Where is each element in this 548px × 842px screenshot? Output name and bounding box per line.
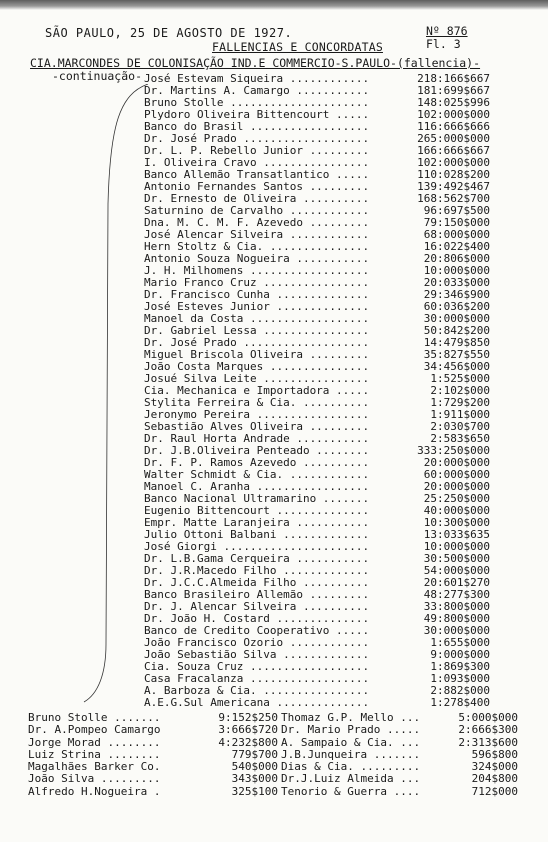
- creditor-amount: 2:102$000: [430, 384, 490, 397]
- creditor-entry: [0, 108, 548, 120]
- creditor-entry: [0, 300, 548, 312]
- bottom-row: [0, 772, 548, 784]
- creditor-entry: [0, 180, 548, 192]
- creditor-amount: 20:601$270: [423, 576, 490, 589]
- left-creditor-name: João Silva .........: [28, 772, 161, 786]
- creditor-entry: [0, 648, 548, 660]
- left-creditor-name: Luiz Strina ........: [28, 747, 161, 761]
- creditor-entry: [0, 516, 548, 528]
- left-creditor-name: Jorge Morad ........: [28, 735, 161, 749]
- creditor-amount: 333:250$000: [417, 444, 490, 457]
- creditor-amount: 1:525$000: [430, 372, 490, 385]
- creditor-name: Antonio Souza Nogueira ...........: [144, 252, 370, 265]
- creditor-amount: 1:655$000: [430, 636, 490, 649]
- right-creditor-name: Dr. Mario Prado .....: [281, 723, 421, 737]
- right-creditor-name: Dr.J.Luiz Almeida ...: [281, 772, 421, 786]
- creditor-entry: [0, 72, 548, 84]
- creditor-amount: 14:479$850: [423, 336, 490, 349]
- creditor-name: José Estevam Siqueira ............: [144, 72, 370, 85]
- right-creditor-amount: 2:666$300: [458, 723, 518, 737]
- creditor-entry: [0, 420, 548, 432]
- bottom-row: [0, 736, 548, 748]
- bottom-row: [0, 785, 548, 797]
- creditor-name: Cia. Mechanica e Importadora .....: [144, 384, 370, 397]
- creditor-amount: 54:000$000: [423, 564, 490, 577]
- creditor-name: Empr. Matte Laranjeira ...........: [144, 516, 370, 529]
- creditor-amount: 2:583$650: [430, 432, 490, 445]
- creditor-name: Banco de Credito Cooperativo .....: [144, 624, 370, 637]
- creditor-name: Manoel C. Aranha .................: [144, 480, 370, 493]
- right-creditor-amount: 204$800: [471, 772, 518, 786]
- creditor-amount: 35:827$550: [423, 348, 490, 361]
- creditor-amount: 1:911$000: [430, 408, 490, 421]
- creditor-amount: 1:278$400: [430, 696, 490, 709]
- creditor-name: Plydoro Oliveira Bittencourt .....: [144, 108, 370, 121]
- left-creditor-name: Magalhães Barker Co.: [28, 760, 161, 774]
- creditor-entry: [0, 360, 548, 372]
- creditor-name: A.E.G.Sul Americana ..............: [144, 696, 370, 709]
- creditor-name: Dr. Martins A. Camargo ...........: [144, 84, 370, 97]
- section-title: FALLENCIAS E CONCORDATAS: [212, 40, 383, 54]
- left-creditor-name: Alfredo H.Nogueira .: [28, 784, 161, 798]
- creditor-amount: 2:030$700: [430, 420, 490, 433]
- creditor-name: Jeronymo Pereira .................: [144, 408, 370, 421]
- left-creditor-amount: 343$000: [231, 772, 278, 786]
- right-creditor-amount: 5:000$000: [458, 711, 518, 724]
- creditor-entry: [0, 600, 548, 612]
- publication-date: SÃO PAULO, 25 DE AGOSTO DE 1927.: [45, 26, 293, 40]
- creditor-name: Eugenio Bittencourt ..............: [144, 504, 370, 517]
- creditor-amount: 10:000$000: [423, 540, 490, 553]
- bottom-row: [0, 723, 548, 735]
- creditor-name: Banco do Brasil ..................: [144, 120, 370, 133]
- right-creditor-name: Thomaz G.P. Mello ...: [281, 711, 421, 724]
- creditor-name: Dr. J.C.C.Almeida Filho ..........: [144, 576, 370, 589]
- creditor-entry: [0, 84, 548, 96]
- bottom-creditor-table: [0, 711, 548, 797]
- creditor-name: Banco Allemão Transatlantico .....: [144, 168, 370, 181]
- creditor-entry: [0, 540, 548, 552]
- creditor-entry: [0, 372, 548, 384]
- creditor-name: Dr. Raul Horta Andrade ...........: [144, 432, 370, 445]
- creditor-name: Walter Schmidt & Cia. ............: [144, 468, 370, 481]
- creditor-amount: 102:000$000: [417, 156, 490, 169]
- creditor-amount: 1:729$200: [430, 396, 490, 409]
- creditor-entry: [0, 264, 548, 276]
- creditor-entry: [0, 660, 548, 672]
- creditor-amount: 168:562$700: [417, 192, 490, 205]
- creditor-amount: 265:000$000: [417, 132, 490, 145]
- creditor-entry: [0, 252, 548, 264]
- creditor-entry: [0, 612, 548, 624]
- right-creditor-amount: 324$000: [471, 760, 518, 774]
- issue-number: Nº 876: [426, 24, 468, 38]
- creditor-entry: [0, 492, 548, 504]
- creditor-entry: [0, 456, 548, 468]
- bottom-row: [0, 711, 548, 723]
- creditor-name: Saturnino de Carvalho ............: [144, 204, 370, 217]
- left-creditor-name: Dr. A.Pompeo Camargo: [28, 723, 161, 737]
- creditor-entry: [0, 192, 548, 204]
- creditor-name: Sebastião Alves Oliveira .........: [144, 420, 370, 433]
- creditor-name: Josué Silva Leite ................: [144, 372, 370, 385]
- creditor-amount: 50:842$200: [423, 324, 490, 337]
- creditor-name: Dr. L. P. Rebello Junior .........: [144, 144, 370, 157]
- creditor-entry: [0, 204, 548, 216]
- creditor-name: Antonio Fernandes Santos .........: [144, 180, 370, 193]
- creditor-name: Dr. Francisco Cunha ..............: [144, 288, 370, 301]
- creditor-entry: [0, 276, 548, 288]
- creditor-entry: [0, 528, 548, 540]
- creditor-entry: [0, 480, 548, 492]
- bottom-row: [0, 748, 548, 760]
- creditor-name: Julio Ottoni Balbani .............: [144, 528, 370, 541]
- creditor-entry: [0, 144, 548, 156]
- creditor-entry: [0, 444, 548, 456]
- creditor-entry: [0, 552, 548, 564]
- creditor-name: Dr. F. P. Ramos Azevedo ..........: [144, 456, 370, 469]
- creditor-amount: 102:000$000: [417, 108, 490, 121]
- creditor-entry: [0, 696, 548, 708]
- creditor-entry: [0, 312, 548, 324]
- creditor-amount: 20:033$000: [423, 276, 490, 289]
- creditor-amount: 20:000$000: [423, 456, 490, 469]
- creditor-name: José Alencar Silveira ............: [144, 228, 370, 241]
- creditor-amount: 48:277$300: [423, 588, 490, 601]
- creditor-name: José Giorgi ......................: [144, 540, 370, 553]
- right-creditor-amount: 712$000: [471, 784, 518, 798]
- creditor-amount: 139:492$467: [417, 180, 490, 193]
- creditor-amount: 96:697$500: [423, 204, 490, 217]
- creditor-amount: 13:033$635: [423, 528, 490, 541]
- creditor-amount: 181:699$667: [417, 84, 490, 97]
- creditor-name: Banco Brasileiro Allemão .........: [144, 588, 370, 601]
- creditor-amount: 110:028$200: [417, 168, 490, 181]
- creditor-entry: [0, 384, 548, 396]
- creditor-name: José Esteves Junior ..............: [144, 300, 370, 313]
- left-creditor-amount: 325$100: [231, 784, 278, 798]
- creditor-name: João Sebastião Silva .............: [144, 648, 370, 661]
- creditor-name: I. Oliveira Cravo ................: [144, 156, 370, 169]
- creditor-entry: [0, 348, 548, 360]
- creditor-name: Miguel Briscola Oliveira .........: [144, 348, 370, 361]
- creditor-name: Dr. José Prado ...................: [144, 132, 370, 145]
- creditor-amount: 60:036$200: [423, 300, 490, 313]
- creditor-entry: [0, 432, 548, 444]
- left-creditor-amount: 779$700: [231, 747, 278, 761]
- creditor-amount: 60:000$000: [423, 468, 490, 481]
- right-creditor-name: J.B.Junqueira .......: [281, 747, 421, 761]
- creditor-amount: 40:000$000: [423, 504, 490, 517]
- right-creditor-name: Tenorio & Guerra ....: [281, 784, 421, 798]
- creditor-entry: [0, 636, 548, 648]
- left-creditor-amount: 3:666$720: [218, 723, 278, 737]
- creditor-amount: 218:166$667: [417, 72, 490, 85]
- creditor-amount: 10:000$000: [423, 264, 490, 277]
- creditor-name: J. H. Milhomens ..................: [144, 264, 370, 277]
- creditor-name: Dr. J.R.Macedo Filho .............: [144, 564, 370, 577]
- creditor-entry: [0, 468, 548, 480]
- creditor-amount: 10:300$000: [423, 516, 490, 529]
- continuation-label: -continuação-: [52, 69, 143, 83]
- creditor-name: Casa Fracalanza ..................: [144, 672, 370, 685]
- creditor-entry: [0, 672, 548, 684]
- creditor-entry: [0, 504, 548, 516]
- creditor-entry: [0, 564, 548, 576]
- creditor-amount: 1:093$000: [430, 672, 490, 685]
- creditor-entry: [0, 216, 548, 228]
- creditor-amount: 29:346$900: [423, 288, 490, 301]
- creditor-entry: [0, 396, 548, 408]
- creditor-entry: [0, 240, 548, 252]
- creditor-amount: 116:666$666: [417, 120, 490, 133]
- creditor-entry: [0, 588, 548, 600]
- creditor-name: Banco Nacional Ultramarino .......: [144, 492, 370, 505]
- creditor-name: Dr. José Prado ...................: [144, 336, 370, 349]
- creditor-amount: 148:025$996: [417, 96, 490, 109]
- left-creditor-amount: 540$000: [231, 760, 278, 774]
- creditor-entry: [0, 624, 548, 636]
- left-creditor-amount: 4:232$800: [218, 735, 278, 749]
- left-creditor-name: Bruno Stolle .......: [28, 711, 161, 724]
- creditor-amount: 68:000$000: [423, 228, 490, 241]
- creditor-amount: 2:882$000: [430, 684, 490, 697]
- creditor-name: Dr. J.B.Oliveira Penteado ........: [144, 444, 370, 457]
- creditor-entry: [0, 324, 548, 336]
- creditor-name: Manoel da Costa ..................: [144, 312, 370, 325]
- creditor-name: Stylita Ferreira & Cia. ..........: [144, 396, 370, 409]
- creditor-name: Dr. J. Alencar Silveira ..........: [144, 600, 370, 613]
- creditor-name: Dr. João H. Costard ..............: [144, 612, 370, 625]
- creditor-amount: 166:666$667: [417, 144, 490, 157]
- creditor-amount: 20:000$000: [423, 480, 490, 493]
- creditor-entry: [0, 120, 548, 132]
- creditor-entry: [0, 228, 548, 240]
- creditor-name: Dr. Ernesto de Oliveira ..........: [144, 192, 370, 205]
- creditor-name: Mario Franco Cruz ................: [144, 276, 370, 289]
- creditor-list: [0, 72, 548, 708]
- creditor-entry: [0, 684, 548, 696]
- creditor-amount: 30:000$000: [423, 312, 490, 325]
- creditor-name: Dna. M. C. M. F. Azevedo .........: [144, 216, 370, 229]
- creditor-amount: 49:800$000: [423, 612, 490, 625]
- bottom-row: [0, 760, 548, 772]
- scan-edge-shadow: [0, 0, 548, 10]
- company-heading: CIA.MARCONDES DE COLONISAÇÃO IND.E COMMERCIO-S.PAULO-(fallencia)-: [30, 56, 481, 70]
- creditor-name: Cia. Souza Cruz ..................: [144, 660, 370, 673]
- creditor-name: Dr. Gabriel Lessa ................: [144, 324, 370, 337]
- creditor-amount: 16:022$400: [423, 240, 490, 253]
- creditor-name: João Francisco Ozorio ............: [144, 636, 370, 649]
- creditor-entry: [0, 96, 548, 108]
- right-creditor-amount: 596$800: [471, 747, 518, 761]
- creditor-name: Hern Stoltz & Cia. ...............: [144, 240, 370, 253]
- creditor-name: Bruno Stolle .....................: [144, 96, 370, 109]
- creditor-amount: 30:500$000: [423, 552, 490, 565]
- folio-number: Fl. 3: [426, 37, 461, 51]
- creditor-entry: [0, 336, 548, 348]
- creditor-amount: 1:869$300: [430, 660, 490, 673]
- creditor-entry: [0, 576, 548, 588]
- left-creditor-amount: 9:152$250: [218, 711, 278, 724]
- creditor-name: Dr. L.B.Gama Cerqueira ...........: [144, 552, 370, 565]
- creditor-amount: 9:000$000: [430, 648, 490, 661]
- creditor-name: João Costa Marques ...............: [144, 360, 370, 373]
- right-creditor-name: A. Sampaio & Cia. ...: [281, 735, 421, 749]
- creditor-entry: [0, 288, 548, 300]
- creditor-amount: 25:250$000: [423, 492, 490, 505]
- creditor-entry: [0, 132, 548, 144]
- right-creditor-name: Dias & Cia. .........: [281, 760, 421, 774]
- creditor-amount: 79:150$000: [423, 216, 490, 229]
- creditor-entry: [0, 408, 548, 420]
- creditor-amount: 20:806$000: [423, 252, 490, 265]
- right-creditor-amount: 2:313$600: [458, 735, 518, 749]
- creditor-name: A. Barboza & Cia. ................: [144, 684, 370, 697]
- creditor-entry: [0, 156, 548, 168]
- creditor-amount: 30:000$000: [423, 624, 490, 637]
- creditor-entry: [0, 168, 548, 180]
- creditor-amount: 33:800$000: [423, 600, 490, 613]
- creditor-amount: 34:456$000: [423, 360, 490, 373]
